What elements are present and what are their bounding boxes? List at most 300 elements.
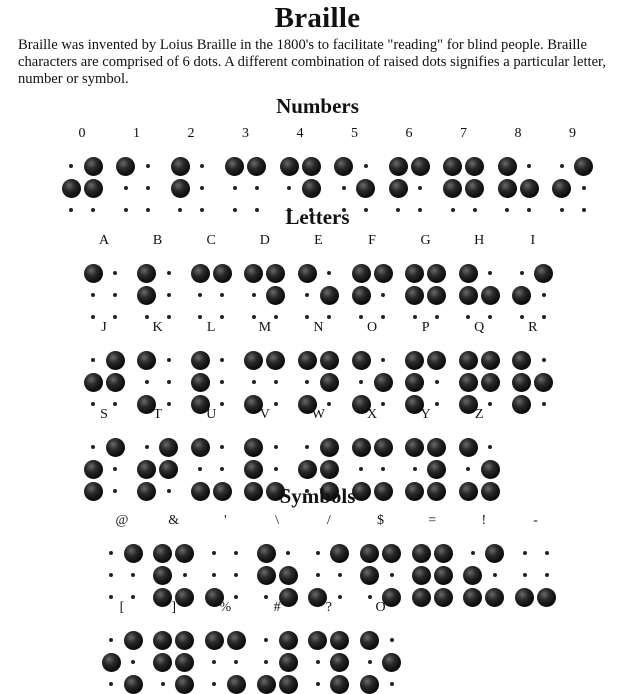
raised-dot	[62, 179, 81, 198]
flat-dot	[488, 315, 492, 319]
flat-dot	[255, 186, 259, 190]
flat-dot	[466, 467, 470, 471]
flat-dot	[220, 402, 224, 406]
braille-cell	[352, 320, 392, 412]
flat-dot	[109, 682, 113, 686]
raised-dot	[320, 373, 339, 392]
raised-dot	[257, 566, 276, 585]
braille-cell	[513, 233, 553, 325]
flat-dot	[145, 445, 149, 449]
raised-dot	[244, 351, 263, 370]
raised-dot	[465, 179, 484, 198]
raised-dot	[244, 438, 263, 457]
braille-cell	[352, 233, 392, 325]
flat-dot	[234, 551, 238, 555]
braille-cell-label: N	[313, 320, 324, 335]
braille-cell-label: [	[119, 600, 125, 615]
intro-paragraph: Braille was invented by Loius Braille in the 1800's to facilitate "reading" for blind people. Braille characters are comprised of 6 dots. A different combination of raised dots signifies a particular letter, number or symbol.	[18, 37, 606, 87]
raised-dot	[352, 264, 371, 283]
flat-dot	[488, 271, 492, 275]
flat-dot	[220, 445, 224, 449]
braille-cell-label: T	[153, 407, 162, 422]
flat-dot	[390, 638, 394, 642]
braille-cell	[102, 600, 142, 692]
braille-cell-label: 7	[460, 126, 467, 141]
flat-dot	[91, 293, 95, 297]
raised-dot	[374, 264, 393, 283]
braille-cell-label: ?	[325, 600, 332, 615]
flat-dot	[542, 315, 546, 319]
raised-dot	[124, 544, 143, 563]
raised-dot	[153, 653, 172, 672]
flat-dot	[200, 186, 204, 190]
raised-dot	[153, 631, 172, 650]
raised-dot	[427, 286, 446, 305]
flat-dot	[113, 402, 117, 406]
braille-cell-label: @	[115, 513, 129, 528]
raised-dot	[191, 438, 210, 457]
flat-dot	[327, 315, 331, 319]
braille-cell-label: 0	[78, 126, 86, 141]
braille-cell	[406, 233, 446, 325]
raised-dot	[443, 157, 462, 176]
flat-dot	[274, 445, 278, 449]
braille-cell-label: 8	[514, 126, 522, 141]
flat-dot	[381, 467, 385, 471]
flat-dot	[212, 682, 216, 686]
raised-dot	[360, 675, 379, 694]
braille-cell	[516, 513, 556, 605]
braille-cell-label: ]	[171, 600, 177, 615]
raised-dot	[213, 264, 232, 283]
braille-cell	[298, 320, 338, 412]
braille-cell-label: R	[528, 320, 538, 335]
raised-dot	[106, 373, 125, 392]
braille-cell-label: 6	[405, 126, 413, 141]
flat-dot	[305, 380, 309, 384]
flat-dot	[145, 315, 149, 319]
raised-dot	[459, 286, 478, 305]
raised-dot	[459, 373, 478, 392]
raised-dot	[434, 566, 453, 585]
raised-dot	[427, 460, 446, 479]
braille-cell-label: /	[326, 513, 331, 528]
flat-dot	[274, 380, 278, 384]
flat-dot	[368, 595, 372, 599]
braille-cell	[257, 513, 297, 605]
braille-cell-label: !	[481, 513, 487, 528]
flat-dot	[234, 595, 238, 599]
raised-dot	[298, 264, 317, 283]
raised-dot	[137, 264, 156, 283]
raised-dot	[512, 395, 531, 414]
raised-dot	[481, 460, 500, 479]
raised-dot	[191, 373, 210, 392]
flat-dot	[113, 271, 117, 275]
flat-dot	[145, 380, 149, 384]
flat-dot	[274, 467, 278, 471]
raised-dot	[84, 157, 103, 176]
braille-cell	[154, 600, 194, 692]
raised-dot	[137, 286, 156, 305]
raised-dot	[485, 544, 504, 563]
flat-dot	[466, 315, 470, 319]
braille-cell-label: 4	[296, 126, 304, 141]
raised-dot	[512, 286, 531, 305]
raised-dot	[279, 653, 298, 672]
flat-dot	[91, 402, 95, 406]
flat-dot	[381, 402, 385, 406]
flat-dot	[359, 380, 363, 384]
braille-cell-label: 3	[242, 126, 249, 141]
raised-dot	[257, 675, 276, 694]
flat-dot	[418, 186, 422, 190]
raised-dot	[84, 460, 103, 479]
braille-cell-label: B	[152, 233, 163, 248]
braille-cell-label: Q	[474, 320, 485, 335]
raised-dot	[405, 286, 424, 305]
braille-cell-label: O	[375, 600, 386, 615]
braille-cell-label: 1	[133, 126, 140, 141]
braille-cell	[154, 513, 194, 605]
flat-dot	[212, 573, 216, 577]
raised-dot	[330, 675, 349, 694]
raised-dot	[459, 264, 478, 283]
raised-dot	[459, 438, 478, 457]
raised-dot	[427, 264, 446, 283]
flat-dot	[113, 293, 117, 297]
raised-dot	[191, 264, 210, 283]
braille-cell-label: %	[219, 600, 232, 615]
braille-cell	[245, 233, 285, 325]
flat-dot	[220, 293, 224, 297]
raised-dot	[266, 286, 285, 305]
raised-dot	[116, 157, 135, 176]
braille-cell-label: D	[259, 233, 270, 248]
braille-cell-label: &	[168, 513, 180, 528]
flat-dot	[390, 573, 394, 577]
braille-cell	[513, 320, 553, 412]
braille-cell	[191, 233, 231, 325]
raised-dot	[227, 631, 246, 650]
raised-dot	[159, 460, 178, 479]
flat-dot	[167, 402, 171, 406]
flat-dot	[91, 445, 95, 449]
raised-dot	[171, 179, 190, 198]
raised-dot	[280, 157, 299, 176]
raised-dot	[320, 286, 339, 305]
raised-dot	[405, 438, 424, 457]
raised-dot	[175, 544, 194, 563]
raised-dot	[279, 675, 298, 694]
flat-dot	[342, 186, 346, 190]
flat-dot	[264, 660, 268, 664]
raised-dot	[320, 438, 339, 457]
flat-dot	[381, 293, 385, 297]
raised-dot	[411, 157, 430, 176]
flat-dot	[131, 595, 135, 599]
raised-dot	[124, 675, 143, 694]
raised-dot	[191, 351, 210, 370]
braille-cell-label: =	[428, 513, 437, 528]
flat-dot	[161, 682, 165, 686]
flat-dot	[493, 573, 497, 577]
flat-dot	[413, 315, 417, 319]
raised-dot	[520, 179, 539, 198]
flat-dot	[234, 660, 238, 664]
flat-dot	[167, 271, 171, 275]
braille-cell-label: E	[314, 233, 323, 248]
raised-dot	[84, 264, 103, 283]
braille-cell-label: L	[206, 320, 216, 335]
braille-cell-label: F	[368, 233, 376, 248]
flat-dot	[220, 358, 224, 362]
raised-dot	[512, 351, 531, 370]
raised-dot	[84, 179, 103, 198]
flat-dot	[545, 551, 549, 555]
flat-dot	[381, 315, 385, 319]
raised-dot	[405, 351, 424, 370]
flat-dot	[167, 358, 171, 362]
braille-cell	[459, 320, 499, 412]
raised-dot	[534, 264, 553, 283]
braille-cell	[257, 600, 297, 692]
flat-dot	[131, 573, 135, 577]
raised-dot	[257, 544, 276, 563]
raised-dot	[227, 675, 246, 694]
raised-dot	[481, 351, 500, 370]
raised-dot	[84, 373, 103, 392]
braille-cell	[205, 600, 245, 692]
flat-dot	[274, 402, 278, 406]
flat-dot	[390, 682, 394, 686]
flat-dot	[286, 551, 290, 555]
raised-dot	[537, 588, 556, 607]
raised-dot	[279, 631, 298, 650]
raised-dot	[515, 588, 534, 607]
flat-dot	[381, 358, 385, 362]
raised-dot	[485, 588, 504, 607]
braille-cell-label: W	[311, 407, 325, 422]
flat-dot	[327, 402, 331, 406]
raised-dot	[356, 179, 375, 198]
braille-cell-label: K	[152, 320, 163, 335]
raised-dot	[106, 351, 125, 370]
flat-dot	[545, 573, 549, 577]
braille-cell-label: '	[224, 513, 227, 528]
braille-cell	[412, 513, 452, 605]
raised-dot	[463, 566, 482, 585]
braille-cell	[459, 233, 499, 325]
raised-dot	[153, 544, 172, 563]
raised-dot	[205, 631, 224, 650]
flat-dot	[198, 293, 202, 297]
flat-dot	[69, 164, 73, 168]
flat-dot	[91, 358, 95, 362]
braille-cell-label: I	[530, 233, 536, 248]
braille-cell	[245, 320, 285, 412]
raised-dot	[552, 179, 571, 198]
flat-dot	[542, 402, 546, 406]
flat-dot	[435, 315, 439, 319]
flat-dot	[252, 315, 256, 319]
flat-dot	[582, 186, 586, 190]
flat-dot	[146, 186, 150, 190]
flat-dot	[220, 315, 224, 319]
flat-dot	[305, 293, 309, 297]
raised-dot	[434, 588, 453, 607]
raised-dot	[159, 438, 178, 457]
raised-dot	[279, 566, 298, 585]
flat-dot	[471, 551, 475, 555]
flat-dot	[264, 595, 268, 599]
raised-dot	[102, 653, 121, 672]
flat-dot	[359, 467, 363, 471]
raised-dot	[374, 438, 393, 457]
braille-cell-label: G	[420, 233, 431, 248]
flat-dot	[233, 186, 237, 190]
raised-dot	[302, 157, 321, 176]
flat-dot	[488, 402, 492, 406]
braille-cell	[361, 600, 401, 692]
raised-dot	[247, 157, 266, 176]
flat-dot	[435, 402, 439, 406]
raised-dot	[308, 631, 327, 650]
flat-dot	[520, 315, 524, 319]
flat-dot	[560, 164, 564, 168]
braille-cell-label: 2	[187, 126, 195, 141]
braille-cell	[138, 233, 178, 325]
section-heading-letters: Letters	[285, 205, 350, 229]
braille-cell-label: S	[100, 407, 108, 422]
flat-dot	[274, 315, 278, 319]
flat-dot	[252, 293, 256, 297]
flat-dot	[305, 445, 309, 449]
section-heading-numbers: Numbers	[276, 94, 359, 118]
flat-dot	[520, 271, 524, 275]
raised-dot	[360, 544, 379, 563]
raised-dot	[512, 373, 531, 392]
raised-dot	[298, 460, 317, 479]
flat-dot	[305, 315, 309, 319]
flat-dot	[523, 551, 527, 555]
raised-dot	[266, 351, 285, 370]
flat-dot	[364, 164, 368, 168]
raised-dot	[360, 631, 379, 650]
flat-dot	[113, 467, 117, 471]
raised-dot	[481, 373, 500, 392]
raised-dot	[266, 264, 285, 283]
raised-dot	[412, 544, 431, 563]
flat-dot	[109, 638, 113, 642]
raised-dot	[175, 653, 194, 672]
raised-dot	[124, 631, 143, 650]
raised-dot	[498, 157, 517, 176]
flat-dot	[316, 551, 320, 555]
raised-dot	[175, 631, 194, 650]
raised-dot	[412, 566, 431, 585]
raised-dot	[171, 157, 190, 176]
flat-dot	[316, 660, 320, 664]
flat-dot	[198, 315, 202, 319]
flat-dot	[146, 164, 150, 168]
flat-dot	[316, 682, 320, 686]
flat-dot	[124, 186, 128, 190]
braille-cell-label: O	[366, 320, 378, 335]
flat-dot	[212, 660, 216, 664]
flat-dot	[527, 164, 531, 168]
raised-dot	[330, 653, 349, 672]
section-heading-symbols: Symbols	[279, 484, 356, 508]
braille-cell	[298, 233, 338, 325]
flat-dot	[212, 551, 216, 555]
raised-dot	[443, 179, 462, 198]
raised-dot	[330, 631, 349, 650]
braille-cell-label: \	[275, 513, 280, 528]
flat-dot	[91, 315, 95, 319]
braille-cell	[191, 320, 231, 412]
flat-dot	[413, 467, 417, 471]
braille-cell-label: 9	[569, 126, 576, 141]
raised-dot	[459, 351, 478, 370]
page-title: Braille	[274, 2, 361, 34]
raised-dot	[244, 460, 263, 479]
braille-cell-label: #	[273, 600, 281, 615]
braille-cell	[102, 513, 142, 605]
raised-dot	[298, 351, 317, 370]
raised-dot	[405, 264, 424, 283]
raised-dot	[498, 179, 517, 198]
raised-dot	[334, 157, 353, 176]
braille-cell	[205, 513, 245, 605]
raised-dot	[137, 460, 156, 479]
flat-dot	[167, 380, 171, 384]
flat-dot	[131, 660, 135, 664]
raised-dot	[137, 351, 156, 370]
braille-cell-label: M	[258, 320, 272, 335]
raised-dot	[389, 157, 408, 176]
braille-cell-label: P	[421, 320, 430, 335]
raised-dot	[574, 157, 593, 176]
raised-dot	[153, 566, 172, 585]
braille-cell-label: Z	[474, 407, 484, 422]
raised-dot	[465, 157, 484, 176]
raised-dot	[374, 373, 393, 392]
braille-cell	[309, 600, 349, 692]
raised-dot	[330, 544, 349, 563]
flat-dot	[542, 358, 546, 362]
braille-cell-label: A	[98, 233, 110, 248]
flat-dot	[252, 380, 256, 384]
flat-dot	[183, 573, 187, 577]
raised-dot	[320, 351, 339, 370]
raised-dot	[302, 179, 321, 198]
braille-cell-label: Y	[420, 407, 431, 422]
raised-dot	[225, 157, 244, 176]
flat-dot	[167, 315, 171, 319]
flat-dot	[488, 445, 492, 449]
braille-cell	[138, 320, 178, 412]
raised-dot	[427, 351, 446, 370]
flat-dot	[113, 315, 117, 319]
braille-cell-label: U	[206, 407, 217, 422]
flat-dot	[109, 573, 113, 577]
braille-cell-label: C	[206, 233, 216, 248]
braille-cell-label: -	[533, 513, 538, 528]
raised-dot	[434, 544, 453, 563]
flat-dot	[200, 164, 204, 168]
raised-dot	[352, 438, 371, 457]
